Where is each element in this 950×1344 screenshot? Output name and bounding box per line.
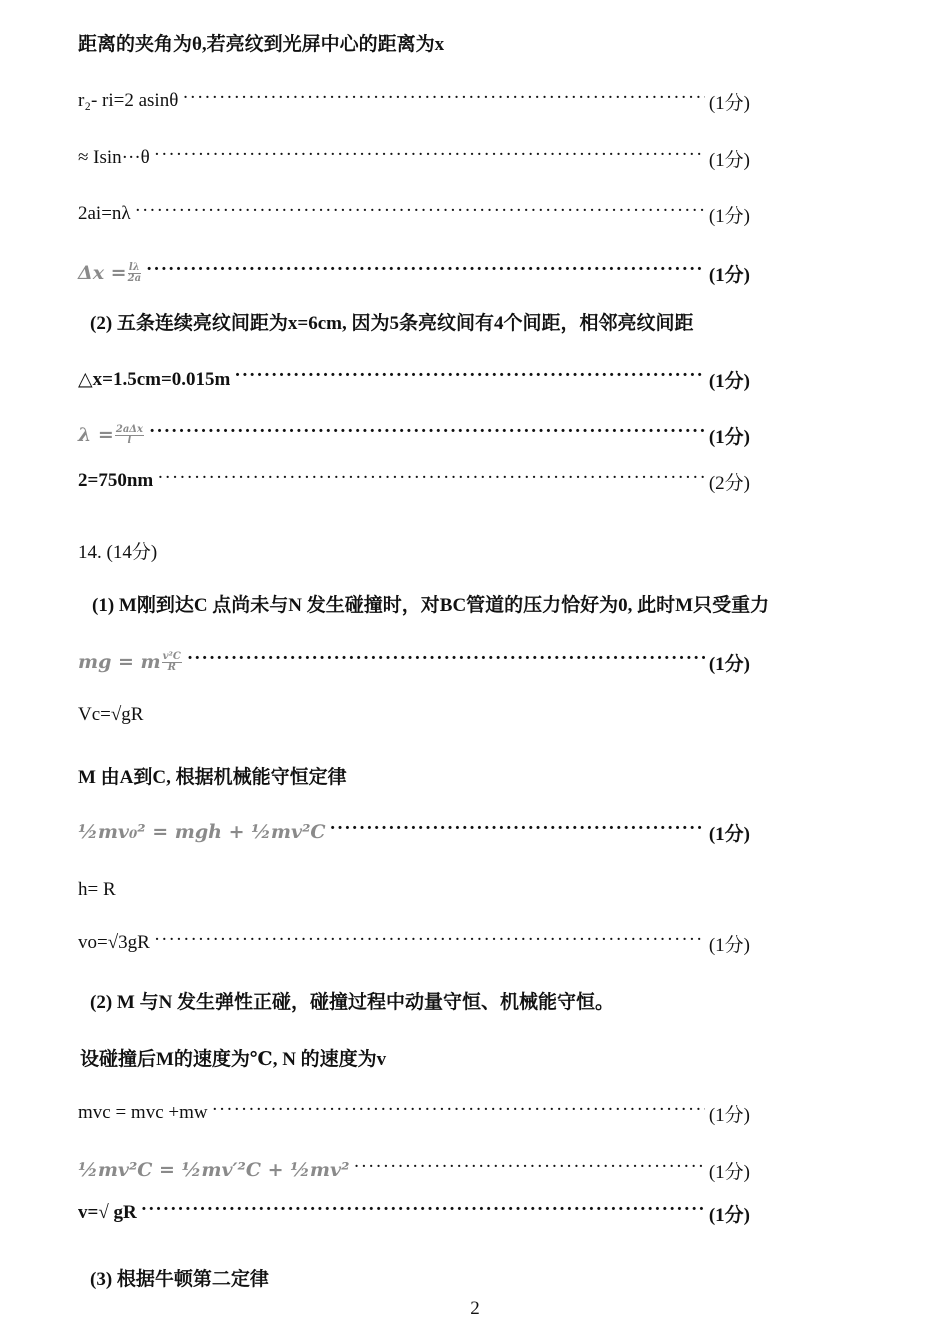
dot-leader <box>154 148 705 168</box>
dot-leader <box>146 263 705 283</box>
equation-line-5: Δx = $\frac{l\lambda}{2a}$ ····· (1分) <box>78 258 750 288</box>
equation-line-17: vo=√3gR ····· (1分) <box>78 928 750 958</box>
text-line-23: (3) 根据牛顿第二定律 <box>90 1268 269 1290</box>
dot-leader <box>234 369 704 389</box>
question-heading-14: 14. (14分) <box>78 541 158 563</box>
equation-line-22: v=√ gR ····· (1分) <box>78 1198 750 1228</box>
page-number: 2 <box>470 1298 480 1319</box>
dot-leader <box>157 471 705 491</box>
text-line-11: (1) M刚到达C 点尚未与N 发生碰撞时，对BC管道的压力恰好为0, 此时M只受重力 <box>92 594 770 616</box>
dot-leader <box>149 425 705 445</box>
dot-leader <box>141 1203 705 1223</box>
equation-line-8: λ = $\frac{\text{2aΔx}}{l}$ ····· (1分) <box>78 420 750 450</box>
equation-line-21: ½mv²C = ½mv′²C + ½mv² ····· (1分) <box>78 1155 750 1185</box>
dot-leader <box>212 1103 705 1123</box>
equation-line-3: ≈ Isin···θ ····· (1分) <box>78 143 750 173</box>
equation-line-9: 2=750nm ····· (2分) <box>78 466 750 496</box>
equation-line-12: mg = m $\frac{\text{v²C}}{R}$ ····· (1分) <box>78 647 750 677</box>
text-line-18: (2) M 与N 发生弹性正碰，碰撞过程中动量守恒、机械能守恒。 <box>90 991 615 1013</box>
dot-leader <box>135 204 705 224</box>
text-line-6: (2) 五条连续亮纹间距为x=6cm, 因为5条亮纹间有4个间距，相邻亮纹间距 <box>90 312 694 334</box>
equation-line-4: 2ai=nλ ····· (1分) <box>78 199 750 229</box>
equation-line-15: ½mv₀² = mgh + ½mv²C ····· (1分) <box>78 817 750 847</box>
text-line-16: h= R <box>78 879 116 900</box>
dot-leader <box>182 91 705 111</box>
dot-leader <box>187 652 705 672</box>
dot-leader <box>154 933 705 953</box>
dot-leader <box>330 822 705 842</box>
text-line-14: M 由A到C, 根据机械能守恒定律 <box>78 766 347 788</box>
equation-line-7: △x=1.5cm=0.015m ····· (1分) <box>78 364 750 394</box>
equation-line-20: mvc = mvc +mw ····· (1分) <box>78 1098 750 1128</box>
text-line-19: 设碰撞后M的速度为℃, N 的速度为v <box>80 1048 387 1070</box>
dot-leader <box>353 1160 704 1180</box>
text-line-1: 距离的夹角为θ,若亮纹到光屏中心的距离为x <box>78 33 445 55</box>
text-line-13: Vc=√gR <box>78 704 144 725</box>
equation-line-2: r₂- ri=2 asinθ ····· (1分) <box>78 86 750 116</box>
